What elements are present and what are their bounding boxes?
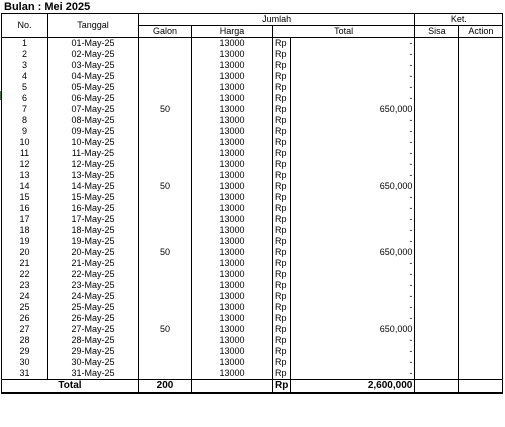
table-row[interactable] [2,159,503,170]
cell-total[interactable]: 650,000 [291,181,415,192]
cell-action[interactable] [459,258,503,269]
cell-galon[interactable] [139,115,192,126]
cell-sisa[interactable] [415,115,459,126]
cell-harga[interactable]: 13000 [192,269,273,280]
cell-galon[interactable] [139,137,192,148]
cell-total[interactable]: - [291,203,415,214]
cell-tanggal[interactable]: 26-May-25 [48,313,139,324]
cell-rp[interactable]: Rp [273,170,291,181]
header-action: Action [459,26,503,38]
cell-action[interactable] [459,137,503,148]
table-row[interactable] [2,104,503,115]
table-row[interactable] [2,335,503,346]
table-row[interactable] [2,225,503,236]
cell-rp[interactable]: Rp [273,38,291,50]
cell-rp[interactable]: Rp [273,137,291,148]
table-row[interactable] [2,346,503,357]
total-row [2,380,503,394]
cell-tanggal[interactable]: 18-May-25 [48,225,139,236]
cell-total[interactable]: 650,000 [291,247,415,258]
cell-no[interactable]: 21 [2,258,48,269]
table-row[interactable] [2,93,503,104]
cell-galon[interactable] [139,60,192,71]
cell-harga[interactable]: 13000 [192,60,273,71]
cell-sisa[interactable] [415,137,459,148]
table-row[interactable] [2,214,503,225]
cell-rp[interactable]: Rp [273,236,291,247]
cell-no[interactable]: 5 [2,82,48,93]
cell-sisa[interactable] [415,126,459,137]
header-tanggal: Tanggal [48,14,139,38]
cell-total[interactable]: - [291,49,415,60]
cell-tanggal[interactable]: 25-May-25 [48,302,139,313]
cell-total[interactable]: - [291,357,415,368]
cell-tanggal[interactable]: 01-May-25 [48,38,139,50]
cell-galon[interactable] [139,49,192,60]
cell-rp[interactable]: Rp [273,357,291,368]
cell-tanggal[interactable]: 12-May-25 [48,159,139,170]
cell-total[interactable]: - [291,291,415,302]
table-row[interactable] [2,368,503,380]
cell-total[interactable]: - [291,126,415,137]
cell-tanggal[interactable]: 15-May-25 [48,192,139,203]
cell-harga[interactable]: 13000 [192,49,273,60]
cell-no[interactable]: 29 [2,346,48,357]
header-jumlah: Jumlah [139,14,415,26]
cell-action[interactable] [459,236,503,247]
total-action-empty [459,380,503,394]
cell-tanggal[interactable]: 03-May-25 [48,60,139,71]
cell-sisa[interactable] [415,60,459,71]
cell-sisa[interactable] [415,236,459,247]
cell-rp[interactable]: Rp [273,148,291,159]
cell-galon[interactable] [139,280,192,291]
cell-no[interactable]: 6 [2,93,48,104]
table-row[interactable] [2,49,503,60]
cell-total[interactable]: - [291,82,415,93]
cell-no[interactable]: 11 [2,148,48,159]
cell-harga[interactable]: 13000 [192,170,273,181]
cell-no[interactable]: 3 [2,60,48,71]
cell-harga[interactable]: 13000 [192,137,273,148]
cell-galon[interactable] [139,357,192,368]
table-row[interactable] [2,203,503,214]
cell-total[interactable]: - [291,71,415,82]
cell-total[interactable]: - [291,368,415,380]
cell-sisa[interactable] [415,302,459,313]
cell-galon[interactable]: 50 [139,247,192,258]
cell-sisa[interactable] [415,104,459,115]
cell-galon[interactable] [139,269,192,280]
table-row[interactable] [2,280,503,291]
cell-harga[interactable]: 13000 [192,368,273,380]
cell-sisa[interactable] [415,93,459,104]
cell-sisa[interactable] [415,258,459,269]
table-row[interactable] [2,115,503,126]
cell-action[interactable] [459,291,503,302]
cell-harga[interactable]: 13000 [192,346,273,357]
cell-total[interactable]: 650,000 [291,324,415,335]
cell-no[interactable]: 4 [2,71,48,82]
table-row[interactable] [2,236,503,247]
total-rp: Rp [273,380,291,394]
cell-galon[interactable] [139,225,192,236]
cell-rp[interactable]: Rp [273,258,291,269]
cell-galon[interactable] [139,82,192,93]
cell-galon[interactable] [139,313,192,324]
table-row[interactable] [2,302,503,313]
table-row[interactable] [2,148,503,159]
header-ket: Ket. [415,14,503,26]
cell-no[interactable]: 26 [2,313,48,324]
data-table [1,13,503,394]
cell-total[interactable]: - [291,148,415,159]
cell-galon[interactable] [139,214,192,225]
cell-action[interactable] [459,115,503,126]
cell-galon[interactable] [139,93,192,104]
cell-sisa[interactable] [415,357,459,368]
table-row[interactable] [2,291,503,302]
cell-action[interactable] [459,126,503,137]
cell-harga[interactable]: 13000 [192,313,273,324]
cell-sisa[interactable] [415,49,459,60]
cell-tanggal[interactable]: 16-May-25 [48,203,139,214]
cell-galon[interactable] [139,335,192,346]
cell-total[interactable]: - [291,346,415,357]
cell-harga[interactable]: 13000 [192,115,273,126]
cell-action[interactable] [459,357,503,368]
table-row[interactable] [2,181,503,192]
cell-harga[interactable]: 13000 [192,159,273,170]
cell-harga[interactable]: 13000 [192,192,273,203]
cell-no[interactable]: 27 [2,324,48,335]
cell-action[interactable] [459,225,503,236]
cell-total[interactable]: - [291,214,415,225]
table-row[interactable] [2,269,503,280]
cell-no[interactable]: 9 [2,126,48,137]
cell-galon[interactable] [139,126,192,137]
cell-tanggal[interactable]: 19-May-25 [48,236,139,247]
cell-tanggal[interactable]: 20-May-25 [48,247,139,258]
cell-galon[interactable] [139,368,192,380]
table-row[interactable] [2,324,503,335]
cell-no[interactable]: 31 [2,368,48,380]
cell-sisa[interactable] [415,214,459,225]
cell-no[interactable]: 25 [2,302,48,313]
cell-no[interactable]: 10 [2,137,48,148]
cell-harga[interactable]: 13000 [192,214,273,225]
cell-action[interactable] [459,82,503,93]
cell-sisa[interactable] [415,247,459,258]
cell-tanggal[interactable]: 24-May-25 [48,291,139,302]
cell-no[interactable]: 13 [2,170,48,181]
cell-total[interactable]: 650,000 [291,104,415,115]
cell-action[interactable] [459,269,503,280]
cell-tanggal[interactable]: 02-May-25 [48,49,139,60]
cell-tanggal[interactable]: 29-May-25 [48,346,139,357]
cell-no[interactable]: 16 [2,203,48,214]
cell-sisa[interactable] [415,335,459,346]
cell-tanggal[interactable]: 10-May-25 [48,137,139,148]
cell-rp[interactable]: Rp [273,181,291,192]
cell-tanggal[interactable]: 28-May-25 [48,335,139,346]
cell-sisa[interactable] [415,291,459,302]
cell-action[interactable] [459,60,503,71]
cell-galon[interactable]: 50 [139,104,192,115]
cell-galon[interactable] [139,302,192,313]
cell-galon[interactable] [139,203,192,214]
cell-harga[interactable]: 13000 [192,181,273,192]
cell-galon[interactable] [139,148,192,159]
cell-sisa[interactable] [415,269,459,280]
cell-action[interactable] [459,159,503,170]
cell-galon[interactable] [139,236,192,247]
cell-harga[interactable]: 13000 [192,38,273,50]
cell-total[interactable]: - [291,93,415,104]
cell-action[interactable] [459,104,503,115]
table-row[interactable] [2,71,503,82]
cell-action[interactable] [459,214,503,225]
cell-action[interactable] [459,302,503,313]
cell-rp[interactable]: Rp [273,247,291,258]
cell-total[interactable]: - [291,192,415,203]
cell-galon[interactable]: 50 [139,181,192,192]
table-row[interactable] [2,82,503,93]
total-galon: 200 [139,380,192,394]
cell-rp[interactable]: Rp [273,115,291,126]
cell-tanggal[interactable]: 21-May-25 [48,258,139,269]
cell-total[interactable]: - [291,313,415,324]
cell-rp[interactable]: Rp [273,291,291,302]
cell-no[interactable]: 30 [2,357,48,368]
cell-rp[interactable]: Rp [273,214,291,225]
total-harga-empty [192,380,273,394]
cell-tanggal[interactable]: 14-May-25 [48,181,139,192]
cell-sisa[interactable] [415,192,459,203]
cell-tanggal[interactable]: 11-May-25 [48,148,139,159]
cell-rp[interactable]: Rp [273,302,291,313]
cell-total[interactable]: - [291,170,415,181]
total-label: Total [2,380,139,394]
cell-harga[interactable]: 13000 [192,126,273,137]
cell-rp[interactable]: Rp [273,104,291,115]
cell-tanggal[interactable]: 27-May-25 [48,324,139,335]
cell-no[interactable]: 28 [2,335,48,346]
cell-total[interactable]: - [291,335,415,346]
cell-rp[interactable]: Rp [273,335,291,346]
table-row[interactable] [2,247,503,258]
cell-rp[interactable]: Rp [273,49,291,60]
cell-no[interactable]: 14 [2,181,48,192]
cell-tanggal[interactable]: 05-May-25 [48,82,139,93]
cell-tanggal[interactable]: 17-May-25 [48,214,139,225]
header-total: Total [273,26,415,38]
cell-harga[interactable]: 13000 [192,104,273,115]
table-row[interactable] [2,258,503,269]
cell-harga[interactable]: 13000 [192,71,273,82]
table-row[interactable] [2,38,503,50]
cell-no[interactable]: 17 [2,214,48,225]
cell-tanggal[interactable]: 08-May-25 [48,115,139,126]
cell-sisa[interactable] [415,148,459,159]
cell-sisa[interactable] [415,170,459,181]
cell-sisa[interactable] [415,82,459,93]
cell-total[interactable]: - [291,236,415,247]
cell-sisa[interactable] [415,71,459,82]
table-row[interactable] [2,192,503,203]
cell-harga[interactable]: 13000 [192,291,273,302]
cell-no[interactable]: 8 [2,115,48,126]
cell-harga[interactable]: 13000 [192,236,273,247]
cell-rp[interactable]: Rp [273,280,291,291]
cell-tanggal[interactable]: 13-May-25 [48,170,139,181]
cell-action[interactable] [459,324,503,335]
cell-tanggal[interactable]: 23-May-25 [48,280,139,291]
cell-action[interactable] [459,203,503,214]
cell-action[interactable] [459,170,503,181]
sheet-title: Bulan : Mei 2025 [4,1,91,13]
cell-total[interactable]: - [291,159,415,170]
cell-tanggal[interactable]: 07-May-25 [48,104,139,115]
cell-galon[interactable] [139,192,192,203]
cell-harga[interactable]: 13000 [192,148,273,159]
cell-total[interactable]: - [291,60,415,71]
cell-action[interactable] [459,368,503,380]
cell-galon[interactable] [139,170,192,181]
cell-rp[interactable]: Rp [273,225,291,236]
cell-action[interactable] [459,148,503,159]
cell-sisa[interactable] [415,346,459,357]
cell-galon[interactable] [139,258,192,269]
cell-sisa[interactable] [415,324,459,335]
cell-action[interactable] [459,192,503,203]
cell-total[interactable]: - [291,302,415,313]
cell-rp[interactable]: Rp [273,368,291,380]
cell-harga[interactable]: 13000 [192,225,273,236]
cell-total[interactable]: - [291,38,415,50]
cell-harga[interactable]: 13000 [192,335,273,346]
cell-tanggal[interactable]: 06-May-25 [48,93,139,104]
header-galon: Galon [139,26,192,38]
cell-rp[interactable]: Rp [273,346,291,357]
cell-total[interactable]: - [291,280,415,291]
cell-no[interactable]: 15 [2,192,48,203]
table-row[interactable] [2,60,503,71]
cell-tanggal[interactable]: 31-May-25 [48,368,139,380]
cell-sisa[interactable] [415,181,459,192]
cell-galon[interactable] [139,346,192,357]
cell-rp[interactable]: Rp [273,60,291,71]
cell-tanggal[interactable]: 30-May-25 [48,357,139,368]
header-harga: Harga [192,26,273,38]
total-amount: 2,600,000 [291,380,415,394]
table-row[interactable] [2,313,503,324]
cell-harga[interactable]: 13000 [192,247,273,258]
table-row[interactable] [2,126,503,137]
cell-no[interactable]: 22 [2,269,48,280]
cell-no[interactable]: 2 [2,49,48,60]
table-row[interactable] [2,357,503,368]
cell-total[interactable]: - [291,115,415,126]
cell-rp[interactable]: Rp [273,82,291,93]
cell-harga[interactable]: 13000 [192,93,273,104]
cell-harga[interactable]: 13000 [192,357,273,368]
cell-no[interactable]: 23 [2,280,48,291]
cell-rp[interactable]: Rp [273,324,291,335]
cell-total[interactable]: - [291,225,415,236]
cell-harga[interactable]: 13000 [192,324,273,335]
cell-total[interactable]: - [291,258,415,269]
cell-galon[interactable] [139,159,192,170]
cell-total[interactable]: - [291,269,415,280]
cell-no[interactable]: 18 [2,225,48,236]
cell-sisa[interactable] [415,280,459,291]
cell-galon[interactable] [139,38,192,50]
cell-no[interactable]: 7 [2,104,48,115]
cell-sisa[interactable] [415,313,459,324]
table-row[interactable] [2,170,503,181]
cell-rp[interactable]: Rp [273,93,291,104]
cell-action[interactable] [459,346,503,357]
total-sisa-empty [415,380,459,394]
cell-action[interactable] [459,71,503,82]
cell-galon[interactable]: 50 [139,324,192,335]
header-no: No. [2,14,48,38]
cell-rp[interactable]: Rp [273,313,291,324]
cell-harga[interactable]: 13000 [192,203,273,214]
cell-tanggal[interactable]: 09-May-25 [48,126,139,137]
cell-harga[interactable]: 13000 [192,302,273,313]
cell-tanggal[interactable]: 22-May-25 [48,269,139,280]
cell-sisa[interactable] [415,38,459,50]
cell-harga[interactable]: 13000 [192,258,273,269]
cell-no[interactable]: 24 [2,291,48,302]
cell-harga[interactable]: 13000 [192,82,273,93]
cell-total[interactable]: - [291,137,415,148]
header-sisa: Sisa [415,26,459,38]
cell-sisa[interactable] [415,203,459,214]
cell-no[interactable]: 12 [2,159,48,170]
cell-galon[interactable] [139,71,192,82]
table-row[interactable] [2,137,503,148]
cell-action[interactable] [459,335,503,346]
cell-rp[interactable]: Rp [273,203,291,214]
cell-no[interactable]: 20 [2,247,48,258]
cell-rp[interactable]: Rp [273,269,291,280]
cell-sisa[interactable] [415,368,459,380]
cell-action[interactable] [459,93,503,104]
cell-sisa[interactable] [415,159,459,170]
cell-no[interactable]: 19 [2,236,48,247]
cell-action[interactable] [459,38,503,50]
cell-action[interactable] [459,181,503,192]
cell-no[interactable]: 1 [2,38,48,50]
cell-action[interactable] [459,49,503,60]
cell-galon[interactable] [139,291,192,302]
cell-harga[interactable]: 13000 [192,280,273,291]
cell-action[interactable] [459,247,503,258]
cell-rp[interactable]: Rp [273,159,291,170]
cell-action[interactable] [459,280,503,291]
cell-sisa[interactable] [415,225,459,236]
cell-action[interactable] [459,313,503,324]
cell-rp[interactable]: Rp [273,71,291,82]
cell-rp[interactable]: Rp [273,126,291,137]
cell-rp[interactable]: Rp [273,192,291,203]
cell-tanggal[interactable]: 04-May-25 [48,71,139,82]
